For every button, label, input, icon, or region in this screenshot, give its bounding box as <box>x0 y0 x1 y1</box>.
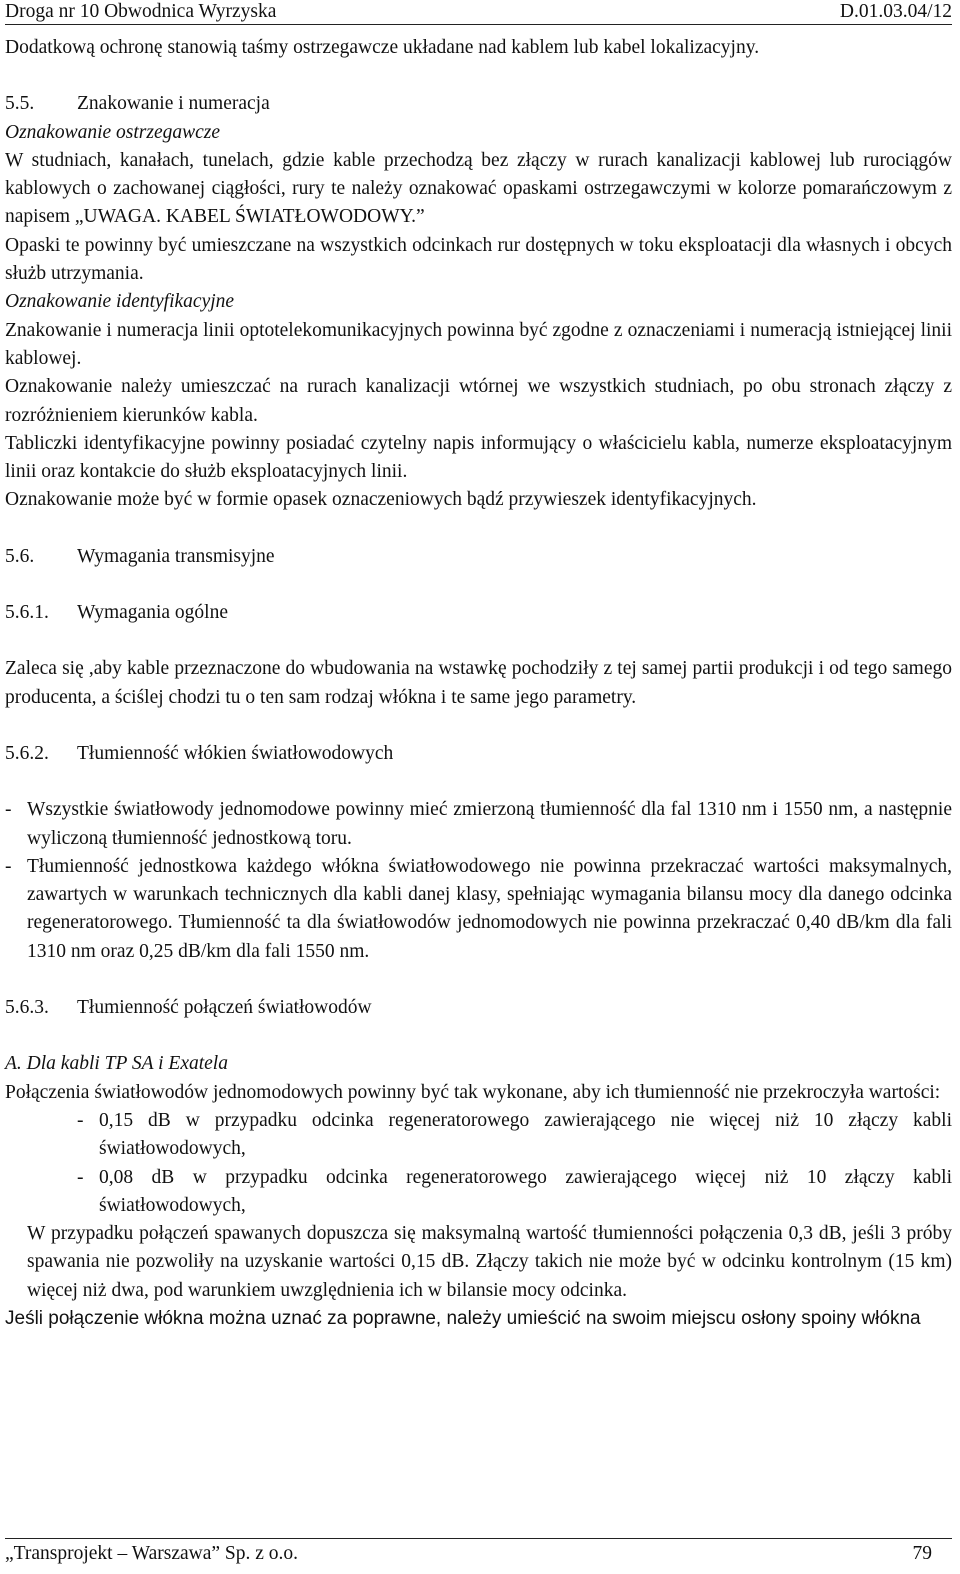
list-item-text: 0,15 dB w przypadku odcinka regeneratorowego zawierającego nie więcej niż 10 złączy kabli światłowodowych, <box>99 1109 952 1160</box>
section-number: 5.6. <box>5 545 35 567</box>
paragraph: Znakowanie i numeracja linii optotelekomunikacyjnych powinna być zgodne z oznaczeniami i numeracją istniejącej linii kablowej. <box>5 319 952 369</box>
list-item <box>5 1164 952 1221</box>
section-heading-5-5 <box>5 90 952 118</box>
section-title: Wymagania ogólne <box>77 602 228 624</box>
paragraph: W studniach, kanałach, tunelach, gdzie kable przechodzą bez złączy w rurach kanalizacji kablowej lub rurociągów kablowych o zachowanej ciągłości, rury te należy oznakować opaskami ostrzegawczymi w kolorze pomarańczowym z napisem „UWAGA. KABEL ŚWIATŁOWODOWY.” <box>5 149 952 228</box>
paragraph: Jeśli połączenie włókna można uznać za poprawne, należy umieścić na swoim miejscu osłony spoiny włókna <box>5 1307 921 1329</box>
list-item <box>5 796 952 853</box>
paragraph: Zaleca się ,aby kable przeznaczone do wbudowania na wstawkę pochodziły z tej samej partii produkcji i od tego samego producenta, a ściślej chodzi tu o ten sam rodzaj włókna i te same jego parametry. <box>5 658 952 708</box>
paragraph: W przypadku połączeń spawanych dopuszcza się maksymalną wartość tłumienności połączenia 0,3 dB, jeśli 3 próby spawania nie pozwoliły na uzyskanie wartości 0,15 dB. Złączy takich nie może być w odcinku kontrolnym (15 km) więcej niż dwa, pod warunkiem uwzględnienia ich w bilansie mocy odcinka. <box>27 1223 952 1301</box>
paragraph: Oznakowanie może być w formie opasek oznaczeniowych bądź przywieszek identyfikacyjnych. <box>5 489 757 511</box>
page-header <box>5 0 952 25</box>
paragraph: Opaski te powinny być umieszczane na wszystkich odcinkach rur dostępnych w toku eksploatacji dla własnych i obcych służb utrzymania. <box>5 234 952 285</box>
section-heading-5-6-2 <box>5 740 952 768</box>
header-project-title: Droga nr 10 Obwodnica Wyrzyska <box>5 1 277 22</box>
intro-paragraph: Dodatkową ochronę stanowią taśmy ostrzegawcze układane nad kablem lub kabel lokalizacyjny. <box>5 37 760 58</box>
document-body <box>5 34 952 1333</box>
section-number: 5.6.2. <box>5 742 49 764</box>
subheading-warning-marking: Oznakowanie ostrzegawcze <box>5 121 221 143</box>
header-document-code: D.01.03.04/12 <box>839 1 952 22</box>
paragraph: Tabliczki identyfikacyjne powinny posiadać czytelny napis informujący o właścicielu kabla, numerze eksploatacyjnym linii oraz kontakcie do służb eksploatacyjnych linii. <box>5 432 952 483</box>
page-footer <box>5 1538 952 1569</box>
list-item-text: 0,08 dB w przypadku odcinka regeneratorowego zawierającego więcej niż 10 złączy kabli światłowodowych, <box>99 1166 952 1216</box>
list-item <box>5 1107 952 1164</box>
paragraph: Połączenia światłowodów jednomodowych powinny być tak wykonane, aby ich tłumienność nie przekroczyła wartości: <box>5 1081 941 1103</box>
section-heading-5-6 <box>5 543 952 571</box>
section-number: 5.6.3. <box>5 997 49 1019</box>
paragraph: Oznakowanie należy umieszczać na rurach kanalizacji wtórnej we wszystkich studniach, po obu stronach złączy z rozróżnieniem kierunków kabla. <box>5 376 952 426</box>
section-heading-5-6-3 <box>5 994 952 1022</box>
section-title: Tłumienność włókien światłowodowych <box>77 742 394 764</box>
list-item-text: Tłumienność jednostkowa każdego włókna światłowodowego nie powinna przekraczać wartości maksymalnych, zawartych w warunkach technicznych dla kabli danej klasy, spełniając wymagania bilansu mocy dla danego odcinka regeneratorowego. Tłumienność ta dla światłowodów jednomodowych nie powinna przekraczać 0,40 dB/km dla fali 1310 nm oraz 0,25 dB/km dla fali 1550 nm. <box>27 855 952 962</box>
section-number: 5.6.1. <box>5 602 49 624</box>
subheading-tp-sa-exatel: A. Dla kabli TP SA i Exatela <box>5 1053 228 1075</box>
section-title: Tłumienność połączeń światłowodów <box>77 997 372 1019</box>
list-dash: - <box>77 1166 84 1188</box>
page-number: 79 <box>912 1543 932 1564</box>
list-dash: - <box>5 799 12 821</box>
list-dash: - <box>77 1109 84 1131</box>
footer-company: „Transprojekt – Warszawa” Sp. z o.o. <box>5 1543 299 1564</box>
section-number: 5.5. <box>5 93 35 115</box>
list-item-text: Wszystkie światłowody jednomodowe powinny mieć zmierzoną tłumienność dla fal 1310 nm i 1550 nm, a następnie wyliczoną tłumienność jednostkową toru. <box>27 799 952 849</box>
list-item <box>5 853 952 966</box>
section-heading-5-6-1 <box>5 599 952 627</box>
section-title: Wymagania transmisyjne <box>77 545 275 567</box>
subheading-identification-marking: Oznakowanie identyfikacyjne <box>5 291 235 313</box>
list-dash: - <box>5 855 12 877</box>
section-title: Znakowanie i numeracja <box>77 93 270 115</box>
